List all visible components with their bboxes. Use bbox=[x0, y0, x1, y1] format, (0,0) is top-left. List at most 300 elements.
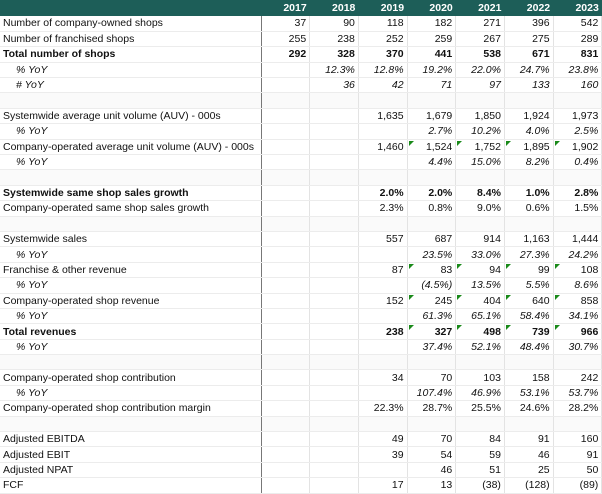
value-cell[interactable] bbox=[261, 432, 310, 447]
value-cell[interactable] bbox=[261, 16, 310, 31]
value-cell[interactable] bbox=[358, 262, 407, 277]
value-cell[interactable] bbox=[358, 16, 407, 31]
value-cell[interactable] bbox=[504, 447, 553, 462]
value-cell[interactable] bbox=[504, 124, 553, 139]
value-cell[interactable] bbox=[358, 170, 407, 185]
value-cell[interactable] bbox=[358, 385, 407, 400]
value-cell[interactable] bbox=[261, 262, 310, 277]
value-cell[interactable] bbox=[310, 416, 359, 431]
value-cell[interactable] bbox=[407, 478, 456, 493]
value-cell[interactable] bbox=[358, 47, 407, 62]
value-cell[interactable] bbox=[358, 216, 407, 231]
table-row bbox=[0, 62, 602, 77]
year-header[interactable]: 2023 bbox=[553, 0, 602, 16]
year-header[interactable]: 2022 bbox=[504, 0, 553, 16]
row-label-cell[interactable]: Company-operated shop contribution margin bbox=[0, 401, 261, 416]
value-cell[interactable] bbox=[504, 385, 553, 400]
value-cell[interactable] bbox=[407, 324, 456, 339]
cell-value: 1.5% bbox=[574, 202, 599, 215]
value-cell[interactable] bbox=[456, 478, 505, 493]
value-cell[interactable] bbox=[553, 78, 602, 93]
value-cell[interactable] bbox=[358, 108, 407, 123]
value-cell[interactable] bbox=[504, 355, 553, 370]
value-cell[interactable] bbox=[553, 370, 602, 385]
value-cell[interactable] bbox=[358, 62, 407, 77]
value-cell[interactable] bbox=[504, 185, 553, 200]
value-cell[interactable] bbox=[407, 385, 456, 400]
value-cell[interactable] bbox=[407, 339, 456, 354]
error-indicator-icon[interactable] bbox=[457, 264, 462, 269]
value-cell[interactable] bbox=[261, 47, 310, 62]
error-indicator-icon[interactable] bbox=[457, 325, 462, 330]
value-cell[interactable] bbox=[310, 462, 359, 477]
value-cell[interactable] bbox=[310, 247, 359, 262]
row-label-cell[interactable]: Total number of shops bbox=[0, 47, 261, 62]
value-cell[interactable] bbox=[504, 47, 553, 62]
value-cell[interactable] bbox=[456, 432, 505, 447]
value-cell[interactable] bbox=[261, 339, 310, 354]
value-cell[interactable] bbox=[407, 108, 456, 123]
value-cell[interactable] bbox=[310, 262, 359, 277]
value-cell[interactable] bbox=[504, 31, 553, 46]
value-cell[interactable] bbox=[553, 201, 602, 216]
value-cell[interactable] bbox=[407, 247, 456, 262]
value-cell[interactable] bbox=[310, 370, 359, 385]
row-label-cell[interactable]: Systemwide sales bbox=[0, 231, 261, 246]
cell-value: 404 bbox=[483, 294, 501, 307]
value-cell[interactable] bbox=[456, 447, 505, 462]
value-cell[interactable] bbox=[504, 93, 553, 108]
value-cell[interactable] bbox=[553, 31, 602, 46]
value-cell[interactable] bbox=[456, 339, 505, 354]
value-cell[interactable] bbox=[456, 31, 505, 46]
row-label-cell[interactable]: Franchise & other revenue bbox=[0, 262, 261, 277]
value-cell[interactable] bbox=[407, 447, 456, 462]
value-cell[interactable] bbox=[456, 324, 505, 339]
value-cell[interactable] bbox=[504, 139, 553, 154]
error-indicator-icon[interactable] bbox=[506, 325, 511, 330]
value-cell[interactable] bbox=[358, 93, 407, 108]
value-cell[interactable] bbox=[358, 185, 407, 200]
row-label-cell[interactable]: % YoY bbox=[0, 339, 261, 354]
error-indicator-icon[interactable] bbox=[555, 325, 560, 330]
value-cell[interactable] bbox=[261, 124, 310, 139]
value-cell[interactable] bbox=[310, 278, 359, 293]
error-indicator-icon[interactable] bbox=[457, 295, 462, 300]
value-cell[interactable] bbox=[261, 401, 310, 416]
table-row bbox=[0, 185, 602, 200]
value-cell[interactable] bbox=[310, 139, 359, 154]
value-cell[interactable] bbox=[261, 185, 310, 200]
error-indicator-icon[interactable] bbox=[506, 141, 511, 146]
value-cell[interactable] bbox=[456, 62, 505, 77]
value-cell[interactable] bbox=[261, 231, 310, 246]
error-indicator-icon[interactable] bbox=[457, 141, 462, 146]
year-header[interactable]: 2020 bbox=[407, 0, 456, 16]
error-indicator-icon[interactable] bbox=[506, 264, 511, 269]
value-cell[interactable] bbox=[261, 247, 310, 262]
value-cell[interactable] bbox=[456, 139, 505, 154]
row-label-cell[interactable]: Company-operated same shop sales growth bbox=[0, 201, 261, 216]
value-cell[interactable] bbox=[456, 216, 505, 231]
value-cell[interactable] bbox=[358, 462, 407, 477]
value-cell[interactable] bbox=[407, 124, 456, 139]
error-indicator-icon[interactable] bbox=[555, 295, 560, 300]
value-cell[interactable] bbox=[456, 462, 505, 477]
value-cell[interactable] bbox=[310, 293, 359, 308]
value-cell[interactable] bbox=[553, 62, 602, 77]
value-cell[interactable] bbox=[310, 201, 359, 216]
value-cell[interactable] bbox=[358, 231, 407, 246]
value-cell[interactable] bbox=[261, 355, 310, 370]
value-cell[interactable] bbox=[553, 447, 602, 462]
value-cell[interactable] bbox=[407, 401, 456, 416]
value-cell[interactable] bbox=[504, 401, 553, 416]
year-header[interactable]: 2021 bbox=[456, 0, 505, 16]
value-cell[interactable] bbox=[261, 278, 310, 293]
value-cell[interactable] bbox=[456, 201, 505, 216]
value-cell[interactable] bbox=[407, 31, 456, 46]
value-cell[interactable] bbox=[358, 416, 407, 431]
value-cell[interactable] bbox=[504, 170, 553, 185]
value-cell[interactable] bbox=[407, 355, 456, 370]
year-header[interactable]: 2017 bbox=[261, 0, 310, 16]
value-cell[interactable] bbox=[407, 262, 456, 277]
error-indicator-icon[interactable] bbox=[409, 295, 414, 300]
value-cell[interactable] bbox=[310, 170, 359, 185]
value-cell[interactable] bbox=[553, 324, 602, 339]
value-cell[interactable] bbox=[407, 370, 456, 385]
row-label-cell[interactable]: Total revenues bbox=[0, 324, 261, 339]
value-cell[interactable] bbox=[261, 370, 310, 385]
value-cell[interactable] bbox=[310, 31, 359, 46]
cell-value: 99 bbox=[537, 263, 550, 276]
value-cell[interactable] bbox=[407, 216, 456, 231]
value-cell[interactable] bbox=[553, 462, 602, 477]
value-cell[interactable] bbox=[553, 170, 602, 185]
value-cell[interactable] bbox=[358, 339, 407, 354]
row-label-cell[interactable] bbox=[0, 355, 261, 370]
value-cell[interactable] bbox=[456, 124, 505, 139]
value-cell[interactable] bbox=[358, 401, 407, 416]
value-cell[interactable] bbox=[407, 278, 456, 293]
value-cell[interactable] bbox=[310, 155, 359, 170]
value-cell[interactable] bbox=[310, 185, 359, 200]
value-cell[interactable] bbox=[310, 216, 359, 231]
value-cell[interactable] bbox=[358, 447, 407, 462]
value-cell[interactable] bbox=[407, 47, 456, 62]
row-label-cell[interactable] bbox=[0, 416, 261, 431]
row-label-cell[interactable] bbox=[0, 93, 261, 108]
value-cell[interactable] bbox=[261, 416, 310, 431]
value-cell[interactable] bbox=[504, 62, 553, 77]
value-cell[interactable] bbox=[310, 401, 359, 416]
value-cell[interactable] bbox=[553, 231, 602, 246]
value-cell[interactable] bbox=[504, 155, 553, 170]
value-cell[interactable] bbox=[553, 16, 602, 31]
error-indicator-icon[interactable] bbox=[506, 295, 511, 300]
cell-value: 50 bbox=[586, 464, 599, 477]
value-cell[interactable] bbox=[261, 139, 310, 154]
cell-value: 48.4% bbox=[519, 340, 550, 353]
value-cell[interactable] bbox=[504, 247, 553, 262]
value-cell[interactable] bbox=[358, 432, 407, 447]
row-label-cell[interactable]: Company-operated shop revenue bbox=[0, 293, 261, 308]
value-cell[interactable] bbox=[358, 139, 407, 154]
cell-value: 327 bbox=[434, 325, 453, 338]
row-label-cell[interactable]: % YoY bbox=[0, 308, 261, 323]
value-cell[interactable] bbox=[358, 355, 407, 370]
table-row bbox=[0, 170, 602, 185]
value-cell[interactable] bbox=[310, 339, 359, 354]
value-cell[interactable] bbox=[407, 62, 456, 77]
value-cell[interactable] bbox=[504, 432, 553, 447]
value-cell[interactable] bbox=[261, 155, 310, 170]
value-cell[interactable] bbox=[456, 262, 505, 277]
value-cell[interactable] bbox=[553, 308, 602, 323]
value-cell[interactable] bbox=[553, 155, 602, 170]
value-cell[interactable] bbox=[553, 355, 602, 370]
value-cell[interactable] bbox=[358, 31, 407, 46]
value-cell[interactable] bbox=[504, 216, 553, 231]
value-cell[interactable] bbox=[358, 324, 407, 339]
value-cell[interactable] bbox=[504, 324, 553, 339]
value-cell[interactable] bbox=[407, 155, 456, 170]
value-cell[interactable] bbox=[358, 78, 407, 93]
value-cell[interactable] bbox=[310, 385, 359, 400]
value-cell[interactable] bbox=[553, 416, 602, 431]
cell-value: 160 bbox=[580, 79, 599, 92]
cell-value: 15.0% bbox=[471, 156, 501, 169]
value-cell[interactable] bbox=[456, 278, 505, 293]
value-cell[interactable] bbox=[504, 16, 553, 31]
row-label-cell[interactable]: % YoY bbox=[0, 124, 261, 139]
value-cell[interactable] bbox=[553, 124, 602, 139]
value-cell[interactable] bbox=[261, 478, 310, 493]
cell-value: 238 bbox=[337, 33, 355, 46]
cell-value: 831 bbox=[580, 48, 599, 61]
value-cell[interactable] bbox=[407, 170, 456, 185]
value-cell[interactable] bbox=[261, 201, 310, 216]
value-cell[interactable] bbox=[358, 370, 407, 385]
cell-value: 739 bbox=[532, 325, 550, 338]
row-label-cell[interactable]: Number of franchised shops bbox=[0, 31, 261, 46]
value-cell[interactable] bbox=[358, 478, 407, 493]
value-cell[interactable] bbox=[504, 278, 553, 293]
value-cell[interactable] bbox=[504, 262, 553, 277]
value-cell[interactable] bbox=[504, 308, 553, 323]
value-cell[interactable] bbox=[504, 339, 553, 354]
value-cell[interactable] bbox=[407, 16, 456, 31]
value-cell[interactable] bbox=[358, 308, 407, 323]
error-indicator-icon[interactable] bbox=[409, 141, 414, 146]
value-cell[interactable] bbox=[407, 185, 456, 200]
row-label-cell[interactable]: Number of company-owned shops bbox=[0, 16, 261, 31]
value-cell[interactable] bbox=[310, 432, 359, 447]
value-cell[interactable] bbox=[407, 201, 456, 216]
value-cell[interactable] bbox=[310, 447, 359, 462]
value-cell[interactable] bbox=[358, 201, 407, 216]
value-cell[interactable] bbox=[407, 139, 456, 154]
row-label-cell[interactable]: FCF bbox=[0, 478, 261, 493]
value-cell[interactable] bbox=[456, 170, 505, 185]
header-label-cell[interactable] bbox=[0, 0, 261, 16]
value-cell[interactable] bbox=[504, 478, 553, 493]
value-cell[interactable] bbox=[553, 247, 602, 262]
value-cell[interactable] bbox=[261, 293, 310, 308]
value-cell[interactable] bbox=[407, 308, 456, 323]
value-cell[interactable] bbox=[504, 231, 553, 246]
value-cell[interactable] bbox=[456, 155, 505, 170]
value-cell[interactable] bbox=[310, 78, 359, 93]
value-cell[interactable] bbox=[553, 293, 602, 308]
value-cell[interactable] bbox=[310, 93, 359, 108]
value-cell[interactable] bbox=[310, 124, 359, 139]
value-cell[interactable] bbox=[407, 93, 456, 108]
cell-value: 671 bbox=[532, 48, 550, 61]
value-cell[interactable] bbox=[456, 247, 505, 262]
value-cell[interactable] bbox=[504, 370, 553, 385]
value-cell[interactable] bbox=[456, 416, 505, 431]
value-cell[interactable] bbox=[553, 47, 602, 62]
value-cell[interactable] bbox=[456, 108, 505, 123]
value-cell[interactable] bbox=[407, 231, 456, 246]
value-cell[interactable] bbox=[358, 293, 407, 308]
table-row bbox=[0, 447, 602, 462]
value-cell[interactable] bbox=[261, 447, 310, 462]
value-cell[interactable] bbox=[456, 370, 505, 385]
value-cell[interactable] bbox=[553, 401, 602, 416]
value-cell[interactable] bbox=[456, 78, 505, 93]
value-cell[interactable] bbox=[358, 247, 407, 262]
value-cell[interactable] bbox=[456, 401, 505, 416]
header-row bbox=[0, 0, 602, 16]
value-cell[interactable] bbox=[407, 78, 456, 93]
value-cell[interactable] bbox=[310, 62, 359, 77]
value-cell[interactable] bbox=[456, 355, 505, 370]
value-cell[interactable] bbox=[261, 93, 310, 108]
value-cell[interactable] bbox=[261, 31, 310, 46]
value-cell[interactable] bbox=[504, 293, 553, 308]
value-cell[interactable] bbox=[504, 108, 553, 123]
row-label-cell[interactable]: Company-operated average unit volume (AUV) - 000s bbox=[0, 139, 261, 154]
value-cell[interactable] bbox=[553, 108, 602, 123]
table-row bbox=[0, 478, 602, 493]
row-label-cell[interactable]: Systemwide same shop sales growth bbox=[0, 185, 261, 200]
value-cell[interactable] bbox=[261, 385, 310, 400]
row-label-cell[interactable]: Company-operated shop contribution bbox=[0, 370, 261, 385]
row-label-cell[interactable]: Adjusted EBIT bbox=[0, 447, 261, 462]
row-label-cell[interactable]: % YoY bbox=[0, 62, 261, 77]
value-cell[interactable] bbox=[456, 231, 505, 246]
value-cell[interactable] bbox=[456, 293, 505, 308]
error-indicator-icon[interactable] bbox=[555, 264, 560, 269]
error-indicator-icon[interactable] bbox=[409, 325, 414, 330]
value-cell[interactable] bbox=[553, 278, 602, 293]
table-row bbox=[0, 432, 602, 447]
row-label-cell[interactable]: Adjusted EBITDA bbox=[0, 432, 261, 447]
error-indicator-icon[interactable] bbox=[555, 141, 560, 146]
value-cell[interactable] bbox=[553, 262, 602, 277]
value-cell[interactable] bbox=[261, 108, 310, 123]
value-cell[interactable] bbox=[553, 432, 602, 447]
cell-value: 84 bbox=[489, 433, 501, 446]
table-row bbox=[0, 355, 602, 370]
value-cell[interactable] bbox=[261, 78, 310, 93]
value-cell[interactable] bbox=[456, 385, 505, 400]
row-label-cell[interactable]: Adjusted NPAT bbox=[0, 462, 261, 477]
cell-value: 275 bbox=[532, 33, 550, 46]
value-cell[interactable] bbox=[310, 16, 359, 31]
value-cell[interactable] bbox=[456, 47, 505, 62]
value-cell[interactable] bbox=[407, 462, 456, 477]
value-cell[interactable] bbox=[261, 170, 310, 185]
row-label-cell[interactable]: Systemwide average unit volume (AUV) - 000s bbox=[0, 108, 261, 123]
value-cell[interactable] bbox=[553, 339, 602, 354]
value-cell[interactable] bbox=[553, 93, 602, 108]
value-cell[interactable] bbox=[310, 478, 359, 493]
row-label-cell[interactable]: % YoY bbox=[0, 278, 261, 293]
year-header[interactable]: 2019 bbox=[358, 0, 407, 16]
value-cell[interactable] bbox=[358, 124, 407, 139]
error-indicator-icon[interactable] bbox=[409, 264, 414, 269]
cell-value: 53.7% bbox=[568, 387, 599, 400]
value-cell[interactable] bbox=[310, 108, 359, 123]
value-cell[interactable] bbox=[553, 216, 602, 231]
row-label-cell[interactable]: % YoY bbox=[0, 155, 261, 170]
row-label-cell[interactable]: % YoY bbox=[0, 247, 261, 262]
year-header[interactable]: 2018 bbox=[310, 0, 359, 16]
value-cell[interactable] bbox=[261, 308, 310, 323]
value-cell[interactable] bbox=[504, 201, 553, 216]
value-cell[interactable] bbox=[504, 78, 553, 93]
cell-value: 2.5% bbox=[574, 125, 599, 138]
row-label-cell[interactable]: # YoY bbox=[0, 78, 261, 93]
value-cell[interactable] bbox=[358, 278, 407, 293]
row-label-cell[interactable]: % YoY bbox=[0, 385, 261, 400]
value-cell[interactable] bbox=[553, 185, 602, 200]
value-cell[interactable] bbox=[456, 185, 505, 200]
value-cell[interactable] bbox=[553, 385, 602, 400]
value-cell[interactable] bbox=[456, 16, 505, 31]
value-cell[interactable] bbox=[261, 324, 310, 339]
value-cell[interactable] bbox=[407, 416, 456, 431]
table-row bbox=[0, 247, 602, 262]
value-cell[interactable] bbox=[504, 462, 553, 477]
value-cell[interactable] bbox=[553, 139, 602, 154]
value-cell[interactable] bbox=[310, 324, 359, 339]
value-cell[interactable] bbox=[310, 355, 359, 370]
value-cell[interactable] bbox=[261, 462, 310, 477]
value-cell[interactable] bbox=[504, 416, 553, 431]
cell-value: 19.2% bbox=[422, 63, 453, 76]
cell-value: 22.0% bbox=[471, 63, 501, 76]
value-cell[interactable] bbox=[261, 216, 310, 231]
row-label-cell[interactable] bbox=[0, 170, 261, 185]
value-cell[interactable] bbox=[310, 47, 359, 62]
value-cell[interactable] bbox=[553, 478, 602, 493]
value-cell[interactable] bbox=[407, 432, 456, 447]
value-cell[interactable] bbox=[358, 155, 407, 170]
value-cell[interactable] bbox=[261, 62, 310, 77]
value-cell[interactable] bbox=[456, 308, 505, 323]
cell-value: 23.5% bbox=[422, 248, 453, 261]
value-cell[interactable] bbox=[310, 231, 359, 246]
value-cell[interactable] bbox=[407, 293, 456, 308]
value-cell[interactable] bbox=[456, 93, 505, 108]
row-label-cell[interactable] bbox=[0, 216, 261, 231]
value-cell[interactable] bbox=[310, 308, 359, 323]
